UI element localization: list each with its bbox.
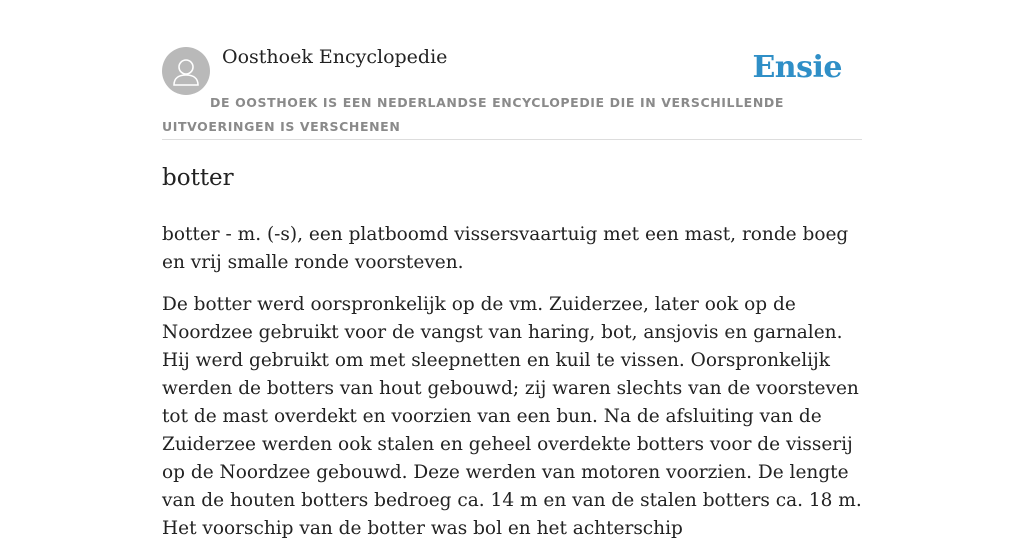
article-paragraph: De botter werd oorspronkelijk op de vm. Zuiderzee, later ook op de Noordzee gebruikt voor de vangst van haring, bot, ansjovis en garnalen. Hij werd gebruikt om met sleepnetten en kuil te vissen. Oorspronkelijk werden de botters van hout gebouwd; zij waren slechts van de voorsteven tot de mast overdekt en voorzien van een bun. Na de afsluiting van de Zuiderzee werden ook stalen en geheel overdekte botters voor de visserij op de Noordzee gebouwd. Deze werden van motoren voorzien. De lengte van de houten botters bedroeg ca. 14 m en van de stalen botters ca. 18 m. Het voorschip van de botter was bol en het achterschip (162, 294, 862, 539)
brand-logo[interactable]: Ensie (752, 50, 842, 85)
article (162, 160, 862, 557)
site-header (162, 44, 862, 140)
article-title: botter (162, 165, 234, 191)
site-tagline: DE OOSTHOEK IS EEN NEDERLANDSE ENCYCLOPEDIE DIE IN VERSCHILLENDE UITVOERINGEN IS VERSCHENEN (162, 95, 784, 134)
site-name[interactable]: Oosthoek Encyclopedie (222, 46, 448, 68)
avatar[interactable] (162, 47, 210, 95)
user-icon (162, 47, 210, 95)
article-paragraph: botter - m. (-s), een platboomd vissersvaartuig met een mast, ronde boeg en vrij smalle ronde voorsteven. (162, 224, 849, 273)
header-divider (162, 139, 862, 140)
